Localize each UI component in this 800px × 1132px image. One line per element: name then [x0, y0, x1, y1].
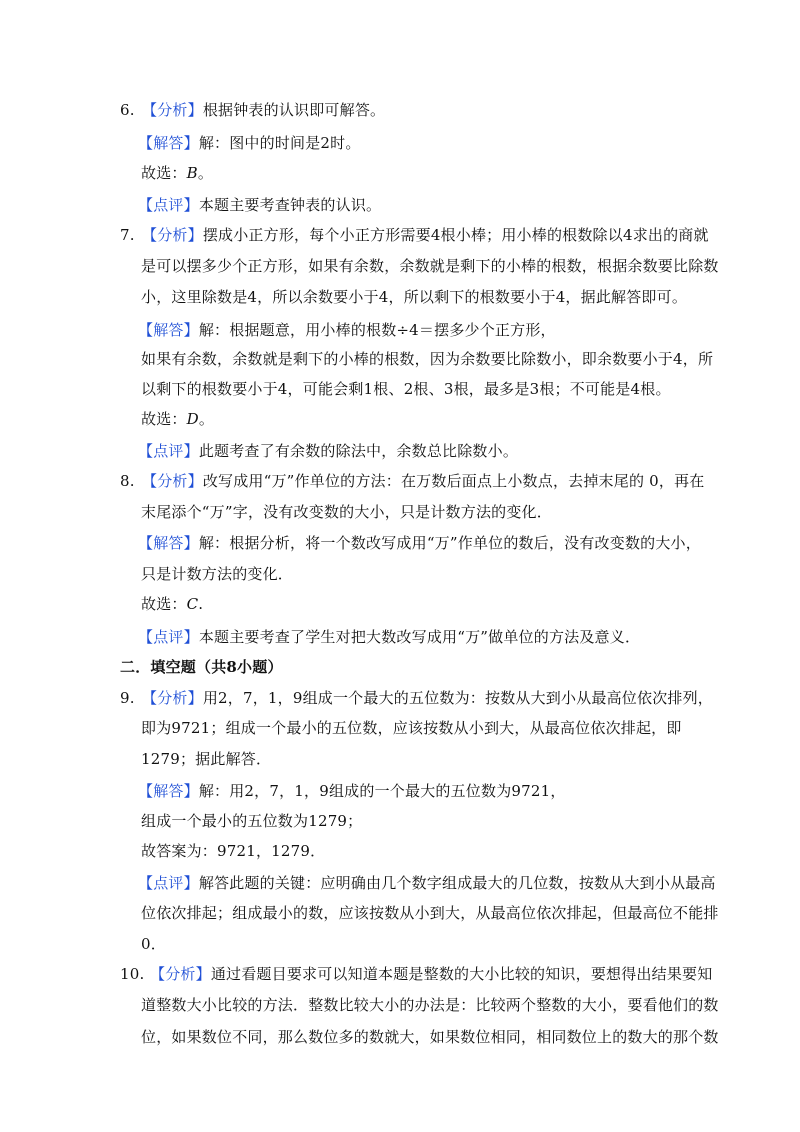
choice-suffix: 。 — [198, 410, 215, 428]
choice-suffix: 。 — [197, 164, 214, 182]
question-number: 9. — [120, 689, 135, 707]
q7-choice-line — [141, 409, 214, 429]
q10-analysis-line — [141, 1027, 719, 1047]
analysis-tag: 【分析】 — [142, 689, 203, 707]
q7-answer-line — [138, 320, 556, 340]
q9-analysis-line — [120, 688, 713, 708]
analysis-text: 小，这里除数是4，所以余数要小于4，所以剩下的根数要小于4，据此解答即可。 — [141, 288, 688, 306]
analysis-text: 摆成小正方形，每个小正方形需要4根小棒；用小棒的根数除以4求出的商就 — [202, 226, 709, 244]
q7-analysis-line — [120, 225, 709, 245]
q7-analysis-line — [141, 256, 719, 276]
comment-text: 本题主要考查了学生对把大数改写成用“万”做单位的方法及意义． — [198, 628, 641, 646]
q6-comment-line — [138, 195, 381, 215]
q8-analysis-line — [141, 502, 552, 522]
q6-answer-line — [138, 133, 361, 153]
analysis-text: 末尾添个“万”字，没有改变数的大小，只是计数方法的变化． — [141, 503, 552, 521]
q9-analysis-line — [141, 718, 682, 738]
choice-prefix: 故选： — [141, 410, 187, 428]
analysis-tag: 【分析】 — [142, 226, 203, 244]
answer-tag: 【解答】 — [138, 134, 199, 152]
analysis-text: 用2，7，1，9组成一个最大的五位数为：按数从大到小从最高位依次排列， — [202, 689, 713, 707]
answer-text: 解：图中的时间是2时。 — [198, 134, 361, 152]
comment-tag: 【点评】 — [138, 874, 199, 892]
analysis-text: 通过看题目要求可以知道本题是整数的大小比较的知识，要想得出结果要知 — [210, 965, 713, 983]
comment-text: 此题考查了有余数的除法中，余数总比除数小。 — [198, 442, 519, 460]
choice-prefix: 故选： — [141, 164, 187, 182]
choice-letter: D — [186, 410, 199, 428]
analysis-text: 道整数大小比较的方法．整数比较大小的办法是：比较两个整数的大小，要看他们的数 — [141, 996, 719, 1014]
question-number: 7. — [120, 226, 135, 244]
q7-comment-line — [138, 441, 518, 461]
question-number: 6. — [120, 101, 135, 119]
q9-comment-line — [141, 934, 166, 954]
q8-answer-line — [138, 533, 701, 553]
answer-text: 只是计数方法的变化． — [141, 565, 294, 583]
q9-comment-line — [141, 903, 719, 923]
q7-analysis-line — [141, 287, 687, 307]
analysis-text: 是可以摆多少个正方形，如果有余数，余数就是剩下的小棒的根数，根据余数要比除数 — [141, 257, 719, 275]
analysis-text: 改写成用“万”作单位的方法：在万数后面点上小数点，去掉末尾的 0，再在 — [202, 472, 705, 490]
q8-answer-line — [141, 564, 293, 584]
analysis-text: 即为9721；组成一个最小的五位数，应该按数从小到大，从最高位依次排起，即 — [141, 719, 682, 737]
q9-answer-line — [141, 841, 325, 861]
answer-text: 解：根据分析，将一个数改写成用“万”作单位的数后，没有改变数的大小， — [198, 534, 701, 552]
comment-text: 本题主要考查钟表的认识。 — [198, 196, 382, 214]
comment-text: 解答此题的关键：应明确由几个数字组成最大的几位数，按数从大到小从最高 — [198, 874, 716, 892]
answer-tag: 【解答】 — [138, 321, 199, 339]
choice-letter: C — [186, 595, 199, 613]
choice-suffix: . — [198, 595, 204, 613]
comment-text: 位依次排起；组成最小的数，应该按数从小到大，从最高位依次排起，但最高位不能排 — [141, 904, 719, 922]
q7-answer-line — [141, 349, 713, 369]
comment-text: 0． — [141, 935, 166, 953]
answer-text: 如果有余数，余数就是剩下的小棒的根数，因为余数要比除数小，即余数要小于4，所 — [141, 350, 714, 368]
comment-tag: 【点评】 — [138, 628, 199, 646]
q8-analysis-line — [120, 471, 704, 491]
q9-comment-line — [138, 873, 716, 893]
answer-text: 解：用2，7，1，9组成的一个最大的五位数为9721， — [198, 782, 566, 800]
q6-analysis-line — [120, 100, 385, 120]
answer-text: 以剩下的根数要小于4，可能会剩1根、2根、3根，最多是3根；不可能是4根。 — [141, 380, 671, 398]
answer-text: 解：根据题意，用小棒的根数÷4＝摆多少个正方形， — [198, 321, 556, 339]
q9-analysis-line — [141, 749, 271, 769]
analysis-text: 根据钟表的认识即可解答。 — [202, 101, 386, 119]
answer-text: 组成一个最小的五位数为1279； — [141, 812, 363, 830]
q6-choice-line — [141, 163, 213, 183]
q7-answer-line — [141, 379, 671, 399]
analysis-tag: 【分析】 — [150, 965, 211, 983]
section-heading: 二．填空题（共8小题） — [120, 658, 283, 676]
answer-text: 故答案为：9721，1279． — [141, 842, 326, 860]
q9-answer-line — [138, 781, 566, 801]
choice-letter: B — [186, 164, 198, 182]
choice-prefix: 故选： — [141, 595, 187, 613]
question-number: 8. — [120, 472, 135, 490]
comment-tag: 【点评】 — [138, 442, 199, 460]
analysis-tag: 【分析】 — [142, 101, 203, 119]
question-number: 10. — [120, 965, 145, 983]
q9-answer-line — [141, 811, 362, 831]
comment-tag: 【点评】 — [138, 196, 199, 214]
analysis-text: 位，如果数位不同，那么数位多的数就大，如果数位相同，相同数位上的数大的那个数 — [141, 1028, 719, 1046]
q8-comment-line — [138, 627, 640, 647]
q10-analysis-line — [141, 995, 719, 1015]
q10-analysis-line — [120, 964, 712, 984]
analysis-text: 1279；据此解答． — [141, 750, 272, 768]
answer-tag: 【解答】 — [138, 534, 199, 552]
q8-choice-line — [141, 594, 203, 614]
answer-tag: 【解答】 — [138, 782, 199, 800]
analysis-tag: 【分析】 — [142, 472, 203, 490]
